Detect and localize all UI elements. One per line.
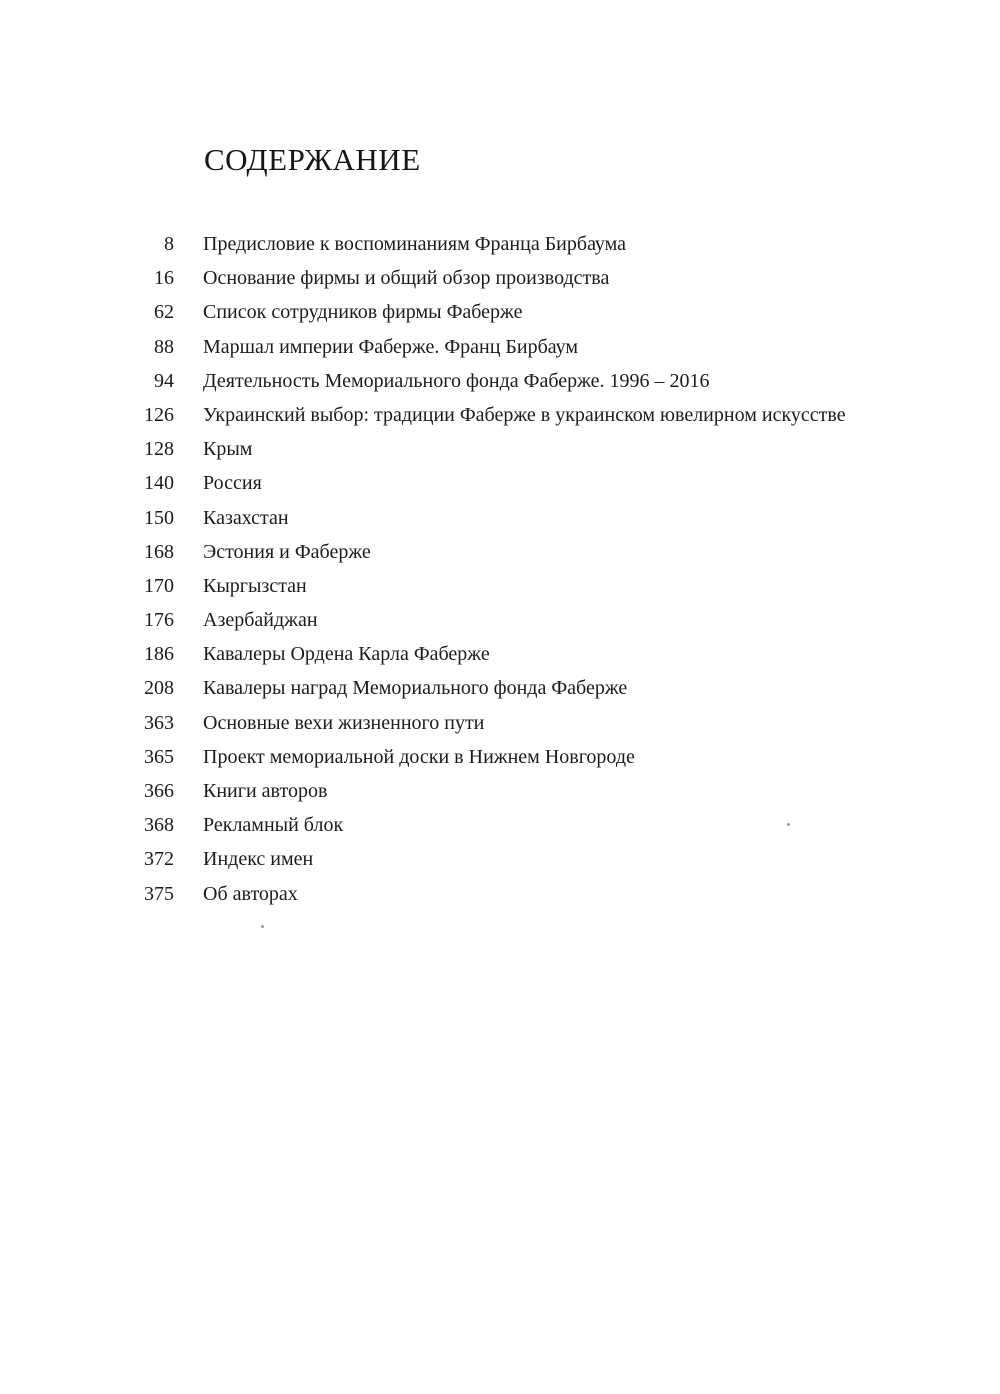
toc-page-number: 128 bbox=[144, 438, 174, 461]
toc-entry-title: Рекламный блок bbox=[203, 814, 344, 837]
toc-page-number: 168 bbox=[144, 540, 174, 563]
toc-page-number: 8 bbox=[164, 233, 174, 255]
toc-page-number: 368 bbox=[144, 814, 174, 837]
toc-page-number: 62 bbox=[154, 301, 174, 324]
toc-page-number: 365 bbox=[144, 745, 174, 768]
toc-entry bbox=[120, 468, 920, 502]
toc-page-number: 88 bbox=[154, 335, 174, 358]
table-of-contents bbox=[120, 229, 920, 913]
toc-page-number: 176 bbox=[144, 609, 174, 632]
toc-entry bbox=[120, 229, 920, 263]
toc-page-number: 186 bbox=[144, 643, 174, 666]
toc-entry-title: Эстония и Фаберже bbox=[203, 540, 371, 563]
toc-entry bbox=[120, 742, 920, 776]
toc-entry bbox=[120, 400, 920, 434]
toc-entry-title: Кавалеры Ордена Карла Фаберже bbox=[203, 643, 490, 666]
toc-page-number: 372 bbox=[144, 848, 174, 871]
toc-page-number: 126 bbox=[144, 403, 174, 426]
toc-entry bbox=[120, 263, 920, 297]
toc-entry-title: Маршал империи Фаберже. Франц Бирбаум bbox=[203, 335, 579, 358]
toc-entry bbox=[120, 366, 920, 400]
toc-entry-title: Казахстан bbox=[203, 506, 289, 529]
toc-entry-title: Основные вехи жизненного пути bbox=[203, 711, 485, 734]
toc-entry-title: Азербайджан bbox=[203, 609, 318, 632]
toc-entry bbox=[120, 708, 920, 742]
toc-entry bbox=[120, 673, 920, 707]
toc-entry bbox=[120, 503, 920, 537]
page-title: СОДЕРЖАНИЕ bbox=[204, 142, 421, 177]
toc-entry-title: Об авторах bbox=[203, 882, 298, 905]
toc-page-number: 375 bbox=[144, 882, 174, 905]
toc-entry-title: Проект мемориальной доски в Нижнем Новгороде bbox=[203, 745, 635, 768]
toc-entry-title: Кавалеры наград Мемориального фонда Фаберже bbox=[203, 677, 628, 700]
toc-entry-title: Книги авторов bbox=[203, 780, 328, 802]
toc-entry bbox=[120, 844, 920, 878]
toc-entry bbox=[120, 810, 920, 844]
toc-entry bbox=[120, 639, 920, 673]
toc-entry-title: Деятельность Мемориального фонда Фаберже. 1996 – 2016 bbox=[203, 369, 710, 392]
toc-page-number: 16 bbox=[154, 267, 174, 290]
toc-entry bbox=[120, 571, 920, 605]
toc-entry bbox=[120, 332, 920, 366]
toc-page-number: 208 bbox=[144, 677, 174, 700]
toc-page-number: 150 bbox=[144, 506, 174, 529]
toc-entry bbox=[120, 776, 920, 810]
toc-entry-title: Россия bbox=[203, 472, 262, 495]
toc-entry bbox=[120, 434, 920, 468]
toc-entry bbox=[120, 879, 920, 913]
toc-entry-title: Кыргызстан bbox=[203, 574, 307, 597]
toc-entry-title: Украинский выбор: традиции Фаберже в украинском ювелирном искусстве bbox=[203, 403, 846, 426]
toc-entry bbox=[120, 297, 920, 331]
toc-page-number: 366 bbox=[144, 780, 174, 802]
toc-entry-title: Основание фирмы и общий обзор производства bbox=[203, 267, 610, 290]
toc-page-number: 94 bbox=[154, 369, 174, 392]
scan-speck bbox=[261, 925, 264, 928]
toc-entry-title: Предисловие к воспоминаниям Франца Бирбаума bbox=[203, 233, 627, 255]
scan-speck bbox=[787, 823, 790, 826]
toc-entry-title: Крым bbox=[203, 438, 253, 461]
toc-page-number: 140 bbox=[144, 472, 174, 495]
toc-entry bbox=[120, 537, 920, 571]
toc-page-number: 363 bbox=[144, 711, 174, 734]
toc-entry bbox=[120, 605, 920, 639]
toc-entry-title: Индекс имен bbox=[203, 848, 314, 871]
toc-page-number: 170 bbox=[144, 574, 174, 597]
toc-entry-title: Список сотрудников фирмы Фаберже bbox=[203, 301, 523, 324]
